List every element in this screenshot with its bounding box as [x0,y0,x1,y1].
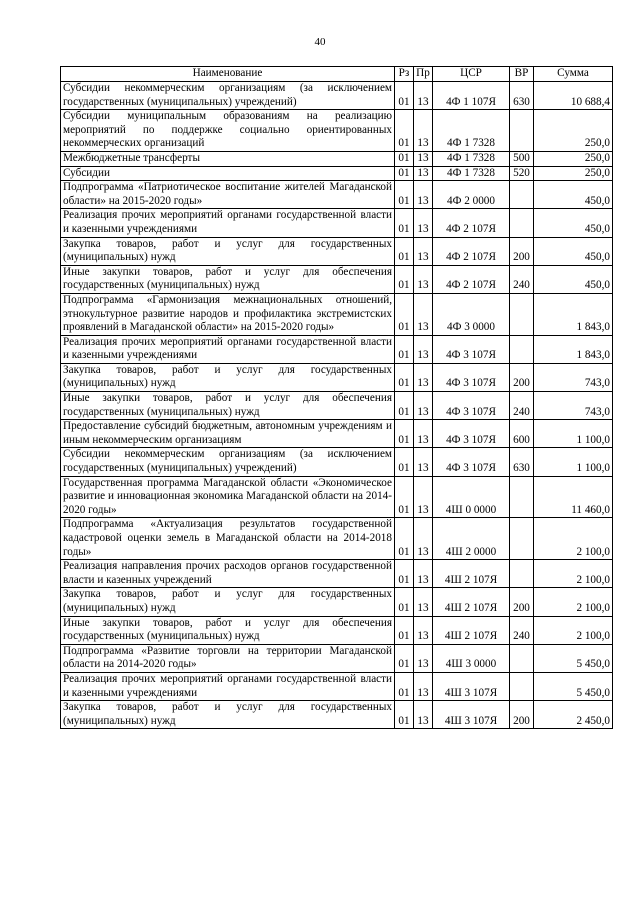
cell-name: Закупка товаров, работ и услуг для государственных (муниципальных) нужд [61,237,395,265]
cell-sum: 11 460,0 [534,476,613,518]
cell-csr: 4Ш 2 0000 [433,518,510,560]
cell-rz: 01 [395,363,414,391]
table-row [61,110,613,152]
cell-rz: 01 [395,420,414,448]
cell-rz: 01 [395,518,414,560]
cell-vr [510,181,534,209]
cell-vr [510,476,534,518]
cell-pr: 13 [414,181,433,209]
cell-sum: 2 450,0 [534,701,613,729]
table-row [61,420,613,448]
header-csr: ЦСР [433,67,510,82]
table-row [61,392,613,420]
cell-csr: 4Ф 2 107Я [433,209,510,237]
cell-pr: 13 [414,588,433,616]
header-name: Наименование [61,67,395,82]
cell-rz: 01 [395,588,414,616]
cell-pr: 13 [414,616,433,644]
cell-pr: 13 [414,448,433,476]
table-header [61,67,613,82]
cell-csr: 4Ф 2 107Я [433,237,510,265]
table-row [61,363,613,391]
table-row [61,448,613,476]
cell-vr: 630 [510,82,534,110]
cell-pr: 13 [414,672,433,700]
cell-pr: 13 [414,644,433,672]
cell-vr [510,209,534,237]
cell-name: Закупка товаров, работ и услуг для государственных (муниципальных) нужд [61,588,395,616]
cell-vr: 500 [510,151,534,166]
cell-rz: 01 [395,82,414,110]
table-row [61,560,613,588]
table-row [61,588,613,616]
cell-vr [510,293,534,335]
cell-name: Субсидии муниципальным образованиям на реализацию мероприятий по поддержке социально ориентированных некоммерческих организаций [61,110,395,152]
cell-pr: 13 [414,237,433,265]
cell-vr [510,518,534,560]
cell-csr: 4Ф 1 7328 [433,110,510,152]
cell-vr [510,110,534,152]
cell-rz: 01 [395,110,414,152]
page-number: 40 [314,36,326,48]
cell-vr: 600 [510,420,534,448]
cell-csr: 4Ф 3 107Я [433,363,510,391]
cell-pr: 13 [414,209,433,237]
cell-vr [510,560,534,588]
cell-name: Закупка товаров, работ и услуг для государственных (муниципальных) нужд [61,363,395,391]
cell-sum: 10 688,4 [534,82,613,110]
cell-rz: 01 [395,209,414,237]
table-row [61,644,613,672]
cell-csr: 4Ш 3 107Я [433,701,510,729]
cell-pr: 13 [414,265,433,293]
table-row [61,335,613,363]
cell-pr: 13 [414,518,433,560]
cell-rz: 01 [395,151,414,166]
cell-sum: 5 450,0 [534,672,613,700]
cell-rz: 01 [395,181,414,209]
cell-vr: 240 [510,265,534,293]
cell-csr: 4Ф 2 0000 [433,181,510,209]
cell-csr: 4Ф 3 107Я [433,392,510,420]
cell-rz: 01 [395,644,414,672]
table-row [61,293,613,335]
cell-name: Иные закупки товаров, работ и услуг для обеспечения государственных (муниципальных) нужд [61,265,395,293]
cell-rz: 01 [395,616,414,644]
cell-name: Субсидии некоммерческим организациям (за исключением государственных (муниципальных) учреждений) [61,448,395,476]
table-row [61,209,613,237]
cell-name: Подпрограмма «Актуализация результатов государственной кадастровой оценки земель в Магаданской области на 2014-2018 годы» [61,518,395,560]
table-row [61,616,613,644]
cell-csr: 4Ш 3 107Я [433,672,510,700]
cell-rz: 01 [395,237,414,265]
cell-sum: 450,0 [534,209,613,237]
cell-pr: 13 [414,335,433,363]
header-row [61,67,613,82]
cell-vr: 630 [510,448,534,476]
cell-rz: 01 [395,448,414,476]
cell-rz: 01 [395,265,414,293]
cell-csr: 4Ф 2 107Я [433,265,510,293]
cell-csr: 4Ф 3 107Я [433,448,510,476]
cell-csr: 4Ф 3 0000 [433,293,510,335]
cell-name: Предоставление субсидий бюджетным, автономным учреждениям и иным некоммерческим организациям [61,420,395,448]
cell-pr: 13 [414,293,433,335]
table-row [61,265,613,293]
cell-sum: 5 450,0 [534,644,613,672]
cell-csr: 4Ф 1 7328 [433,151,510,166]
cell-name: Реализация прочих мероприятий органами государственной власти и казенными учреждениями [61,672,395,700]
cell-vr: 200 [510,588,534,616]
header-sum: Сумма [534,67,613,82]
cell-sum: 2 100,0 [534,588,613,616]
cell-sum: 450,0 [534,181,613,209]
cell-pr: 13 [414,420,433,448]
cell-rz: 01 [395,166,414,181]
cell-pr: 13 [414,476,433,518]
cell-name: Иные закупки товаров, работ и услуг для обеспечения государственных (муниципальных) нужд [61,392,395,420]
header-rz: Рз [395,67,414,82]
cell-name: Подпрограмма «Развитие торговли на территории Магаданской области на 2014-2020 годы» [61,644,395,672]
cell-sum: 1 100,0 [534,448,613,476]
cell-pr: 13 [414,151,433,166]
table-body [61,82,613,729]
cell-name: Реализация прочих мероприятий органами государственной власти и казенными учреждениями [61,209,395,237]
cell-vr: 240 [510,392,534,420]
cell-name: Иные закупки товаров, работ и услуг для обеспечения государственных (муниципальных) нужд [61,616,395,644]
cell-rz: 01 [395,476,414,518]
cell-pr: 13 [414,110,433,152]
cell-sum: 2 100,0 [534,616,613,644]
cell-csr: 4Ш 2 107Я [433,616,510,644]
cell-csr: 4Ш 0 0000 [433,476,510,518]
cell-rz: 01 [395,293,414,335]
cell-vr: 240 [510,616,534,644]
cell-pr: 13 [414,701,433,729]
cell-csr: 4Ш 2 107Я [433,588,510,616]
cell-csr: 4Ш 3 0000 [433,644,510,672]
cell-rz: 01 [395,392,414,420]
cell-sum: 743,0 [534,392,613,420]
cell-name: Закупка товаров, работ и услуг для государственных (муниципальных) нужд [61,701,395,729]
cell-name: Реализация направления прочих расходов органов государственной власти и казенных учреждений [61,560,395,588]
cell-sum: 450,0 [534,265,613,293]
cell-csr: 4Ф 3 107Я [433,335,510,363]
cell-sum: 743,0 [534,363,613,391]
header-vr: ВР [510,67,534,82]
cell-csr: 4Ф 1 107Я [433,82,510,110]
table-row [61,151,613,166]
cell-name: Подпрограмма «Патриотическое воспитание жителей Магаданской области» на 2015-2020 годы» [61,181,395,209]
cell-sum: 450,0 [534,237,613,265]
budget-table [60,66,613,729]
cell-vr: 200 [510,701,534,729]
cell-name: Субсидии [61,166,395,181]
cell-pr: 13 [414,82,433,110]
cell-sum: 250,0 [534,166,613,181]
cell-rz: 01 [395,672,414,700]
cell-csr: 4Ш 2 107Я [433,560,510,588]
table-row [61,181,613,209]
table-row [61,82,613,110]
cell-vr [510,335,534,363]
table-row [61,237,613,265]
cell-sum: 250,0 [534,151,613,166]
cell-pr: 13 [414,363,433,391]
cell-pr: 13 [414,392,433,420]
cell-vr: 200 [510,363,534,391]
cell-sum: 1 843,0 [534,293,613,335]
cell-vr: 520 [510,166,534,181]
cell-sum: 2 100,0 [534,518,613,560]
cell-name: Субсидии некоммерческим организациям (за исключением государственных (муниципальных) учреждений) [61,82,395,110]
cell-name: Государственная программа Магаданской области «Экономическое развитие и инновационная экономика Магаданской области на 2014-2020 годы» [61,476,395,518]
cell-name: Реализация прочих мероприятий органами государственной власти и казенными учреждениями [61,335,395,363]
cell-rz: 01 [395,560,414,588]
cell-pr: 13 [414,166,433,181]
cell-vr: 200 [510,237,534,265]
cell-name: Межбюджетные трансферты [61,151,395,166]
table-row [61,476,613,518]
cell-csr: 4Ф 3 107Я [433,420,510,448]
cell-sum: 1 100,0 [534,420,613,448]
cell-pr: 13 [414,560,433,588]
cell-vr [510,672,534,700]
table-row [61,518,613,560]
cell-vr [510,644,534,672]
cell-sum: 2 100,0 [534,560,613,588]
table-row [61,166,613,181]
table-row [61,701,613,729]
cell-sum: 250,0 [534,110,613,152]
header-pr: Пр [414,67,433,82]
cell-sum: 1 843,0 [534,335,613,363]
cell-rz: 01 [395,701,414,729]
cell-rz: 01 [395,335,414,363]
cell-name: Подпрограмма «Гармонизация межнациональных отношений, этнокультурное развитие народов и профилактика экстремистских проявлений в Магаданской области» на 2015-2020 годы» [61,293,395,335]
cell-csr: 4Ф 1 7328 [433,166,510,181]
table-row [61,672,613,700]
